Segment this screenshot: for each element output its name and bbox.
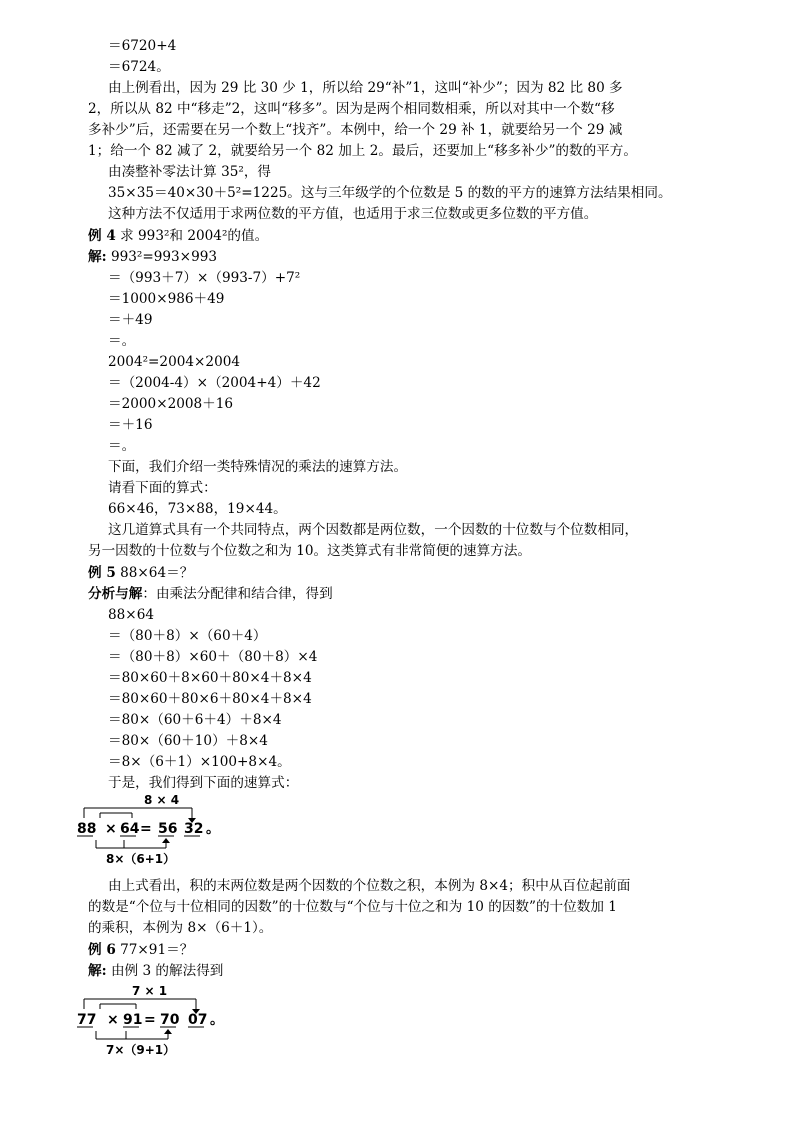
text-content: 多补少”后，还需要在另一个数上“找齐”。本例中，给一个 29 补 1，就要给另一个 29 减 (88, 122, 623, 138)
text-content: ＝1000×986＋49 (108, 291, 225, 307)
text-line (108, 204, 597, 224)
text-content: 2004²=2004×2004 (108, 354, 241, 370)
text-content: ＝80×（60＋10）＋8×4 (108, 733, 268, 749)
text-content: 这几道算式具有一个共同特点，两个因数都是两位数，一个因数的十位数与个位数相同， (108, 522, 639, 538)
text-content: 由例 3 的解法得到 (106, 963, 224, 979)
text-content: ＝＋16 (108, 417, 153, 433)
diagram-88x64-svg (76, 790, 256, 868)
diagram-top-label: 7 × 1 (132, 984, 168, 998)
text-line (108, 352, 240, 372)
text-line (88, 141, 637, 161)
text-line (108, 457, 407, 477)
text-line (108, 499, 287, 519)
text-content: ＝2000×2008＋16 (108, 396, 234, 412)
equals-sign: = (140, 821, 152, 837)
text-line (108, 710, 282, 730)
text-content: 求 993²和 2004²的值。 (115, 228, 269, 244)
text-line (108, 78, 623, 98)
text-line (88, 247, 217, 267)
text-content: 88×64 (108, 607, 154, 623)
text-content: 88×64＝？ (115, 565, 194, 581)
arrow-up-icon (164, 1029, 172, 1034)
text-content: 35×35＝40×30＋5²=1225。这与三年级学的个位数是 5 的数的平方的速算方法结果相同。 (108, 185, 672, 201)
text-content: 另一因数的十位数与个位数之和为 10。这类算式有非常简便的速算方法。 (88, 543, 532, 559)
text-content: ＝6720+4 (108, 38, 177, 54)
text-content: ＝＋49 (108, 312, 153, 328)
text-line (88, 99, 615, 119)
diagram-77x91 (76, 981, 256, 1059)
factor-right: 64 (120, 821, 140, 837)
text-content: ＝80×（60＋6＋4）＋8×4 (108, 712, 282, 728)
text-content: 由凑整补零法计算 35²，得 (108, 164, 272, 180)
text-line (88, 940, 193, 960)
factor-left: 77 (77, 1012, 97, 1028)
text-content: ＝80×60＋8×60＋80×4＋8×4 (108, 670, 312, 686)
text-content: 1；给一个 82 减了 2，就要给另一个 82 加上 2。最后，还要加上“移多补少”的数的平方。 (88, 143, 637, 159)
text-line (108, 394, 233, 414)
text-line (108, 626, 266, 646)
diagram-bottom-label: 8×（6+1） (106, 852, 176, 866)
text-line (108, 183, 672, 203)
diagram-top-label: 8 × 4 (144, 793, 180, 807)
example-label: 解: (88, 249, 107, 265)
text-content: 下面，我们介绍一类特殊情况的乘法的速算方法。 (108, 459, 408, 475)
text-line (108, 876, 630, 896)
text-line (108, 162, 271, 182)
text-line (88, 541, 531, 561)
text-line (108, 331, 135, 351)
text-content: ＝（2004-4）×（2004+4）＋42 (108, 375, 321, 391)
text-content: 77×91＝？ (115, 942, 194, 958)
text-line (108, 57, 170, 77)
text-content: 请看下面的算式： (108, 480, 217, 496)
text-line (88, 120, 622, 140)
diagram-77x91-svg (76, 981, 256, 1059)
example-label: 例 6 (88, 942, 116, 958)
text-line (88, 584, 333, 604)
product-high: 70 (160, 1012, 180, 1028)
diagram-88x64 (76, 790, 256, 868)
text-line (108, 436, 135, 456)
text-content: ：由乘法分配律和结合律，得到 (142, 586, 333, 602)
text-line (88, 897, 617, 917)
text-line (108, 731, 268, 751)
text-content: ＝6724。 (108, 59, 170, 75)
factor-right: 91 (123, 1012, 143, 1028)
text-content: 993²=993×993 (106, 249, 218, 265)
text-content: 2，所以从 82 中“移走”2，这叫“移多”。因为是两个相同数相乘，所以对其中一个数“移 (88, 101, 615, 117)
text-line (108, 289, 224, 309)
factor-left: 88 (77, 821, 97, 837)
text-content: ＝。 (108, 333, 136, 349)
period: 。 (206, 821, 220, 837)
text-content: 的数是“个位与十位相同的因数”的十位数与“个位与十位之和为 10 的因数”的十位数加 1 (88, 899, 617, 915)
text-content: 的乘积，本例为 8×（6＋1）。 (88, 920, 273, 936)
text-line (88, 226, 268, 246)
example-label: 分析与解 (88, 586, 143, 602)
text-line (108, 310, 153, 330)
text-content: 66×46，73×88，19×44。 (108, 501, 287, 517)
text-line (88, 961, 223, 981)
period: 。 (210, 1012, 224, 1028)
text-line (108, 647, 317, 667)
times-sign: × (105, 821, 117, 837)
example-label: 解: (88, 963, 107, 979)
product-low: 32 (184, 821, 204, 837)
text-content: 由上式看出，积的末两位数是两个因数的个位数之积，本例为 8×4；积中从百位起前面 (108, 878, 631, 894)
text-line (108, 689, 312, 709)
equals-sign: = (144, 1012, 156, 1028)
text-content: ＝8×（6＋1）×100+8×4。 (108, 754, 291, 770)
example-label: 例 5 (88, 565, 116, 581)
arrow-up-icon (162, 838, 170, 843)
text-line (108, 415, 153, 435)
text-content: ＝（993＋7）×（993-7）+7² (108, 270, 301, 286)
text-line (108, 605, 154, 625)
times-sign: × (107, 1012, 119, 1028)
text-content: ＝80×60＋80×6＋80×4＋8×4 (108, 691, 312, 707)
text-content: 于是，我们得到下面的速算式： (108, 775, 299, 791)
text-line (108, 752, 291, 772)
text-line (108, 268, 300, 288)
text-line (108, 36, 176, 56)
text-content: ＝（80＋8）×60＋（80＋8）×4 (108, 649, 318, 665)
text-line (88, 918, 272, 938)
text-line (108, 478, 217, 498)
text-line (108, 520, 638, 540)
text-line (88, 563, 193, 583)
diagram-bottom-label: 7×（9+1） (106, 1043, 176, 1057)
text-content: ＝。 (108, 438, 136, 454)
example-label: 例 4 (88, 228, 116, 244)
product-high: 56 (158, 821, 178, 837)
text-content: 由上例看出，因为 29 比 30 少 1，所以给 29“补”1，这叫“补少”；因为 82 比 80 多 (108, 80, 623, 96)
text-content: ＝（80＋8）×（60＋4） (108, 628, 267, 644)
product-low: 07 (188, 1012, 208, 1028)
text-line (108, 373, 321, 393)
text-content: 这种方法不仅适用于求两位数的平方值，也适用于求三位数或更多位数的平方值。 (108, 206, 598, 222)
text-line (108, 668, 312, 688)
